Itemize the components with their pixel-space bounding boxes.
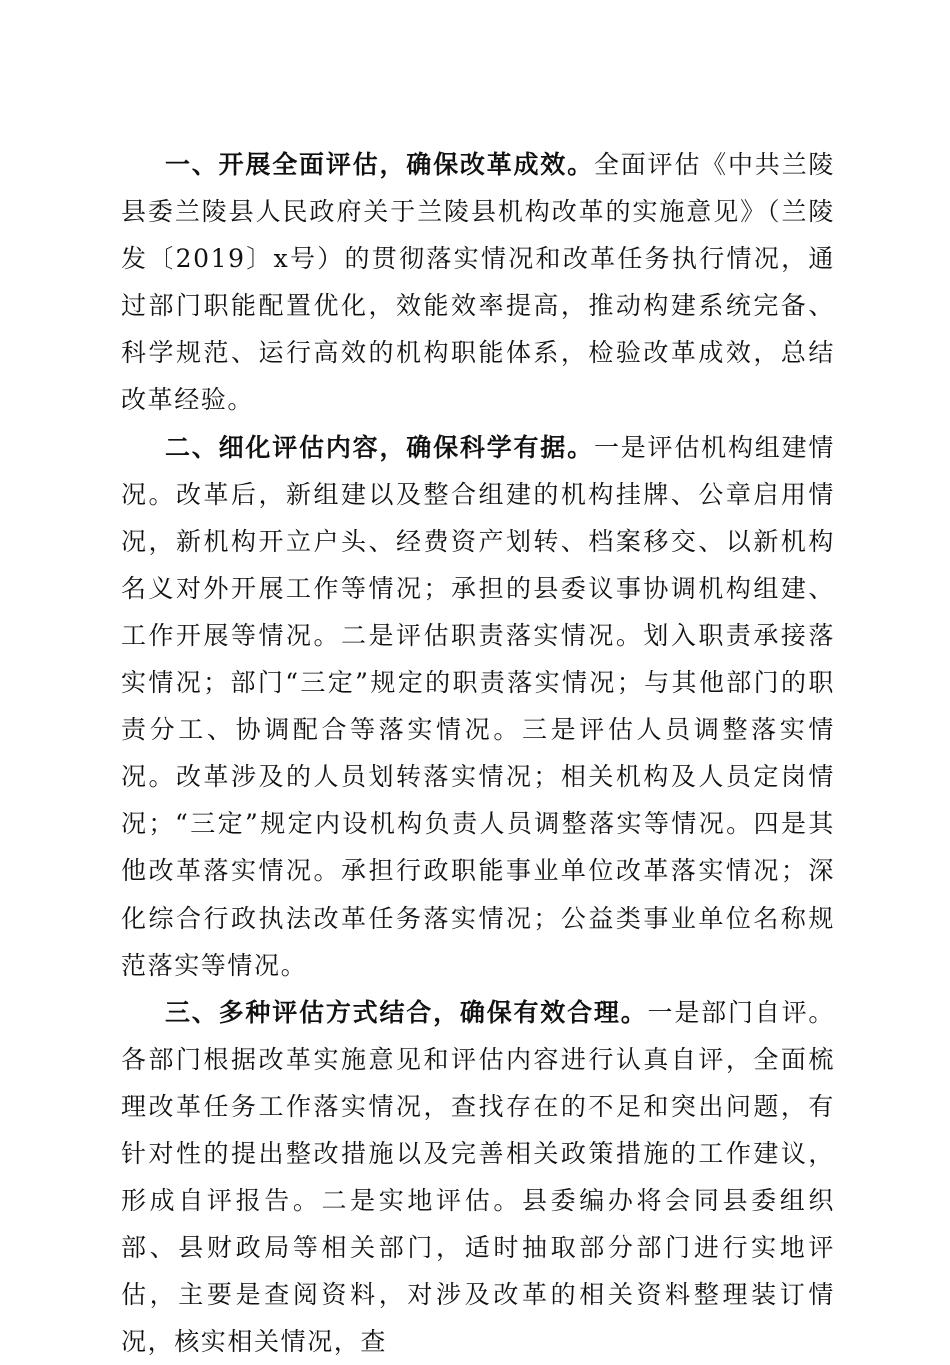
paragraph-1-heading: 一、开展全面评估，确保改革成效。: [165, 150, 594, 179]
paragraph-3: [121, 989, 835, 1365]
paragraph-1: [121, 141, 835, 424]
paragraph-1-body: 全面评估《中共兰陵县委兰陵县人民政府关于兰陵县机构改革的实施意见》（兰陵发〔2019〕x号）的贯彻落实情况和改革任务执行情况，通过部门职能配置优化，效能效率提高，推动构建系统完备、科学规范、运行高效的机构职能体系，检验改革成效，总结改革经验。: [121, 150, 835, 415]
paragraph-3-heading: 三、多种评估方式结合，确保有效合理。: [165, 997, 648, 1027]
paragraph-2-heading: 二、细化评估内容，确保科学有据。: [165, 432, 594, 462]
paragraph-2-body: 一是评估机构组建情况。改革后，新组建以及整合组建的机构挂牌、公章启用情况，新机构开立户头、经费资产划转、档案移交、以新机构名义对外开展工作等情况；承担的县委议事协调机构组建、工作开展等情况。二是评估职责落实情况。划入职责承接落实情况；部门“三定”规定的职责落实情况；与其他部门的职责分工、协调配合等落实情况。三是评估人员调整落实情况。改革涉及的人员划转落实情况；相关机构及人员定岗情况；“三定”规定内设机构负责人员调整落实等情况。四是其他改革落实情况。承担行政职能事业单位改革落实情况；深化综合行政执法改革任务落实情况；公益类事业单位名称规范落实等情况。: [121, 432, 835, 980]
document-page: [121, 141, 835, 1365]
paragraph-2: [121, 424, 835, 989]
paragraph-3-body: 一是部门自评。各部门根据改革实施意见和评估内容进行认真自评，全面梳理改革任务工作落实情况，查找存在的不足和突出问题，有针对性的提出整改措施以及完善相关政策措施的工作建议，形成自评报告。二是实地评估。县委编办将会同县委组织部、县财政局等相关部门，适时抽取部分部门进行实地评估，主要是查阅资料，对涉及改革的相关资料整理装订情况，核实相关情况，查: [121, 997, 835, 1357]
